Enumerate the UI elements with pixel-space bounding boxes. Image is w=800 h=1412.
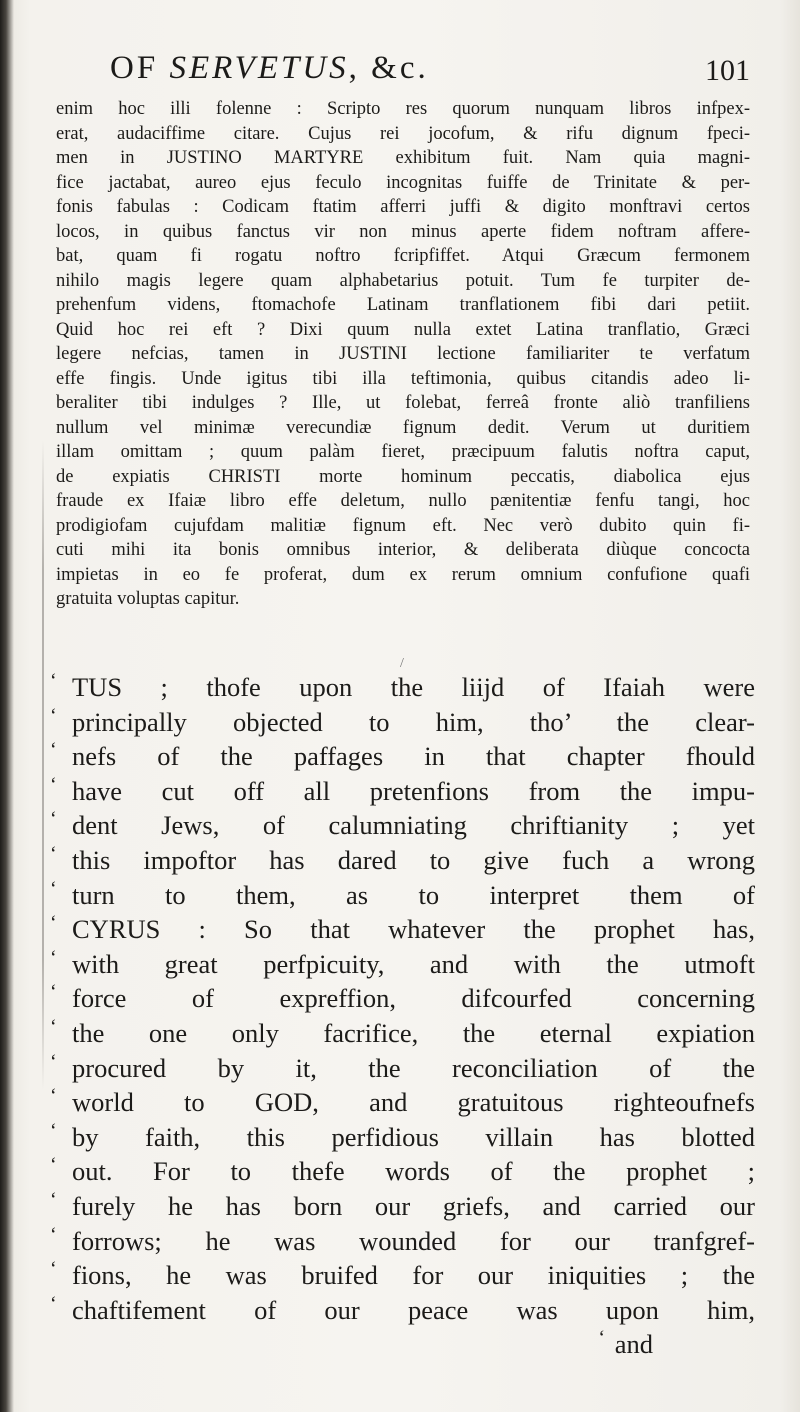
section-divider-mark: / [400,656,404,671]
latin-line: prehenfum videns, ftomachofe Latinam tranflationem fibi dari petiit. [56,295,750,315]
quote-mark: ‘ [50,670,57,692]
quoted-line-text: turn to them, as to interpret them of [72,879,755,910]
running-head-suffix: , &c. [348,50,429,86]
quote-mark: ‘ [50,946,57,969]
quoted-line [50,1258,755,1293]
latin-line: enim hoc illi folenne : Scripto res quorum nunquam libros infpex- [56,99,750,119]
quoted-line-text: fions, he was bruifed for our iniquities ; the [72,1260,755,1291]
quote-mark: ‘ [50,912,57,935]
latin-line: fice jactabat, aureo ejus feculo incognitas fuiffe de Trinitate & per- [56,172,750,193]
english-quotation [50,670,755,1362]
quoted-line-text: TUS ; thofe upon the liijd of Ifaiah were [72,672,755,702]
binding-shadow [0,0,14,1412]
quoted-line-text: the one only facrifice, the eternal expiation [72,1017,755,1048]
quoted-line-text: principally objected to him, tho’ the clear- [72,706,755,737]
quote-mark: ‘ [50,1085,57,1108]
latin-paragraph [56,97,750,612]
quoted-line [50,808,755,843]
quote-mark: ‘ [50,877,57,900]
quoted-line [50,774,755,809]
quoted-line [50,705,755,740]
latin-line: bat, quam fi rogatu noftro fcripfiffet. Atqui Græcum fermonem [56,246,750,266]
quoted-line-text: with great perfpicuity, and with the utmoft [72,948,755,979]
quoted-line [50,843,755,878]
catchword-line [50,1327,755,1362]
latin-line: nihilo magis legere quam alphabetarius potuit. Tum fe turpiter de- [56,270,750,291]
quoted-line-text: force of expreffion, difcourfed concerning [72,983,755,1014]
quoted-line [50,912,755,947]
quote-mark: ‘ [50,1119,57,1142]
quoted-line [50,670,755,705]
quoted-line-text: furely he has born our griefs, and carried our [72,1190,755,1221]
quoted-line-text: out. For to thefe words of the prophet ; [72,1156,755,1187]
quoted-line [50,1189,755,1224]
quote-mark: ‘ [50,808,57,831]
latin-line: fonis fabulas : Codicam ftatim afferri juffi & digito monftravi certos [56,197,750,217]
quoted-line-text: chaftifement of our peace was upon him, [72,1294,755,1325]
quoted-line [50,981,755,1016]
quoted-line [50,947,755,982]
quoted-line [50,739,755,774]
latin-line: gratuita voluptas capitur. [56,589,240,609]
quoted-line [50,1120,755,1155]
latin-line: de expiatis CHRISTI morte hominum peccatis, diabolica ejus [56,466,750,487]
quoted-line-text: forrows; he was wounded for our tranfgref- [72,1225,755,1256]
quoted-line-text: nefs of the paffages in that chapter fhould [72,741,755,772]
latin-line: men in JUSTINO MARTYRE exhibitum fuit. Nam quia magni- [56,148,750,168]
latin-line: fraude ex Ifaiæ libro effe deletum, nullo pænitentiæ fenfu tangi, hoc [56,491,750,511]
quote-mark: ‘ [50,1292,57,1315]
page-number: 101 [705,54,750,87]
quoted-line [50,878,755,913]
quoted-line [50,1051,755,1086]
quoted-line-text: dent Jews, of calumniating chriftianity ; yet [72,810,755,841]
quote-mark: ‘ [50,704,57,727]
running-head-title [110,50,429,87]
quote-mark: ‘ [50,1154,57,1177]
latin-line: impietas in eo fe proferat, dum ex rerum omnium confufione quafi [56,564,750,585]
quoted-line-text: this impoftor has dared to give fuch a wrong [72,844,755,875]
running-head-italic: SERVETUS [169,50,349,86]
quoted-line [50,1085,755,1120]
quoted-line [50,1293,755,1328]
running-head-prefix: OF [110,50,170,86]
quoted-line-text: procured by it, the reconciliation of the [72,1052,755,1083]
quoted-line [50,1154,755,1189]
quote-mark: ‘ [598,1327,605,1350]
quote-mark: ‘ [50,1223,57,1246]
quoted-line-text: CYRUS : So that whatever the prophet has, [72,914,755,945]
quote-mark: ‘ [50,981,57,1004]
latin-line: Quid hoc rei eft ? Dixi quum nulla extet Latina tranflatio, Græci [56,319,750,340]
latin-line: legere nefcias, tamen in JUSTINI lectione familiariter te verfatum [56,344,750,364]
latin-line: locos, in quibus fanctus vir non minus aperte fidem noftram affere- [56,221,750,242]
quote-mark: ‘ [50,1258,57,1281]
latin-line: illam omittam ; quum palàm fieret, præcipuum falutis noftra caput, [56,442,750,462]
margin-rule [42,440,44,1090]
latin-line: beraliter tibi indulges ? Ille, ut folebat, ferreâ fronte aliò tranfiliens [56,393,750,413]
running-head [110,50,750,94]
catchword: and [614,1329,653,1360]
quote-mark: ‘ [50,842,57,865]
latin-line: prodigiofam cujufdam malitiæ fignum eft. Nec verò dubito quin fi- [56,515,750,536]
latin-line: erat, audaciffime citare. Cujus rei jocofum, & rifu dignum fpeci- [56,123,750,144]
quoted-line-text: world to GOD, and gratuitous righteoufnefs [72,1087,755,1118]
quoted-line-text: have cut off all pretenfions from the impu- [72,775,755,806]
quoted-line-text: by faith, this perfidious villain has blotted [72,1121,755,1152]
quote-mark: ‘ [50,739,57,762]
latin-line: effe fingis. Unde igitus tibi illa teftimonia, quibus citandis adeo li- [56,368,750,389]
quote-mark: ‘ [50,773,57,796]
quote-mark: ‘ [50,1188,57,1211]
quoted-line [50,1224,755,1259]
quote-mark: ‘ [50,1015,57,1038]
latin-line: cuti mihi ita bonis omnibus interior, & deliberata diùque concocta [56,540,750,560]
quoted-line [50,1016,755,1051]
latin-line: nullum vel minimæ verecundiæ fignum dedit. Verum ut duritiem [56,417,750,438]
quote-mark: ‘ [50,1050,57,1073]
